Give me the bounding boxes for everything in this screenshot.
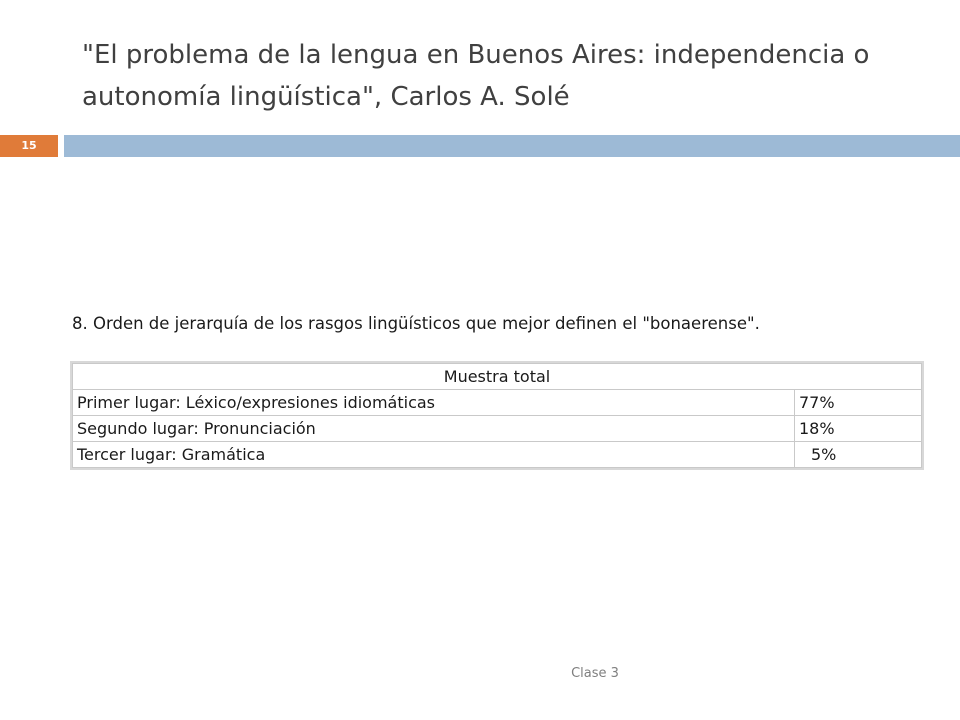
- results-table: [72, 363, 922, 468]
- table-row: [73, 390, 922, 416]
- slide-number: 15: [0, 135, 58, 157]
- row-label: Tercer lugar: Gramática: [73, 442, 795, 468]
- row-value: 5%: [795, 442, 922, 468]
- table-header: Muestra total: [73, 364, 922, 390]
- row-label: Segundo lugar: Pronunciación: [73, 416, 795, 442]
- row-value: 77%: [795, 390, 922, 416]
- table-row: [73, 442, 922, 468]
- header-bar: [64, 135, 960, 157]
- row-value: 18%: [795, 416, 922, 442]
- slide-footer: Clase 3: [571, 666, 619, 681]
- survey-question: 8. Orden de jerarquía de los rasgos lingüísticos que mejor definen el "bonaerense".: [72, 314, 760, 333]
- table-row: [73, 416, 922, 442]
- slide-title: "El problema de la lengua en Buenos Aires: independencia o autonomía lingüística", Carlos A. Solé: [82, 40, 870, 112]
- table-header-row: [73, 364, 922, 390]
- row-label: Primer lugar: Léxico/expresiones idiomáticas: [73, 390, 795, 416]
